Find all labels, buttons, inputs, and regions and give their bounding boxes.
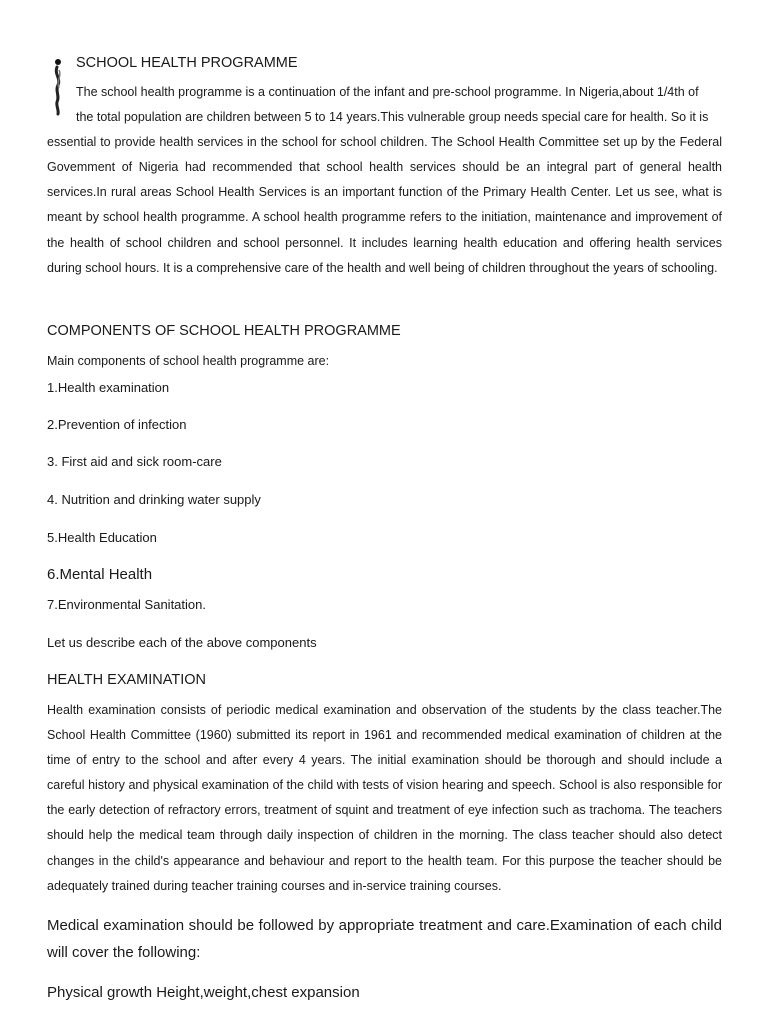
intro-rest: essential to provide health services in the school for school children. The School Health Committee set up by the Federal Govemment of Nigeria had recommended that school health services should be an integral part of general health services.In rural areas School Health Services is an important function of the Primary Health Center. Let us see, what is meant by school health programme. A school health programme refers to the initiation, maintenance and improvement of the health of school children and school personnel. It includes learning health education and offering health services during school hours. It is a comprehensive care of the health and well being of children throughout the years of schooling. (47, 135, 722, 275)
intro-paragraph (47, 80, 722, 281)
components-intro: Main components of school health programme are: (47, 354, 330, 368)
intro-line-2: the total population are children between 5 to 14 years.This vulnerable group needs special care for health. So it is (76, 110, 709, 125)
physical-growth-line: Physical growth Height,weight,chest expansion (47, 984, 360, 1001)
exam-heading: HEALTH EXAMINATION (47, 672, 206, 688)
components-heading: COMPONENTS OF SCHOOL HEALTH PROGRAMME (47, 323, 401, 339)
component-item: 6.Mental Health (47, 566, 153, 583)
medical-paragraph: Medical examination should be followed by appropriate treatment and care.Examination of each child will cover the following: (47, 917, 722, 961)
describe-line: Let us describe each of the above components (47, 635, 317, 650)
component-item: 7.Environmental Sanitation. (47, 597, 206, 612)
component-item: 4. Nutrition and drinking water supply (47, 492, 261, 507)
exam-paragraph: Health examination consists of periodic medical examination and observation of the students by the class teacher.The School Health Committee (1960) submitted its report in 1961 and recommended medical examination of children at the time of entry to the school and after every 4 years. The initial examination should be thorough and should include a careful history and physical examination of the child with tests of vision hearing and speech. School is also responsible for the early detection of refractory errors, treatment of squint and treatment of eye infection such as trachoma. The teachers should help the medical team through daily inspection of children in the morning. The class teacher should also detect changes in the child's appearance and behaviour and report to the health team. For this purpose the teacher should be adequately trained during teacher training courses and in-service training courses. (47, 703, 722, 893)
intro-line-1: The school health programme is a continuation of the infant and pre-school programme. In Nigeria,about 1/4th of (76, 85, 699, 99)
component-item: 1.Health examination (47, 380, 170, 395)
component-item: 3. First aid and sick room-care (47, 454, 222, 469)
page-title: SCHOOL HEALTH PROGRAMME (76, 55, 298, 71)
component-item: 2.Prevention of infection (47, 417, 187, 432)
component-item: 5.Health Education (47, 530, 157, 545)
